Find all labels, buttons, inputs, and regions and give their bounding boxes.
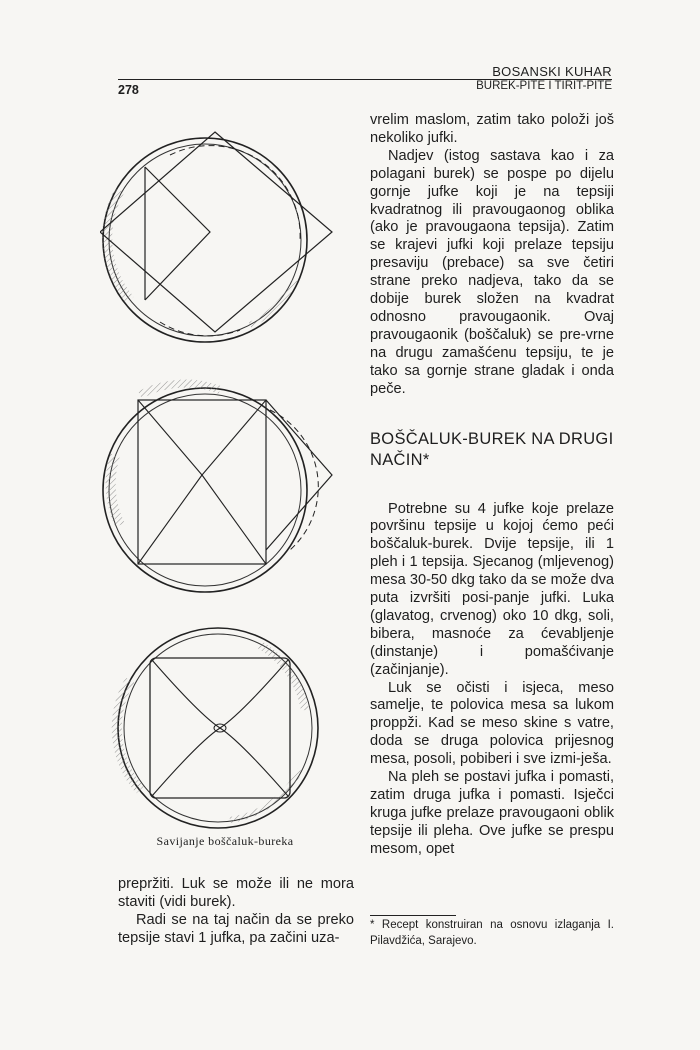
left-paragraph-2: Radi se na taj način da se preko tepsije stavi 1 jufka, pa začini uza-	[118, 911, 354, 946]
fold-step-3	[117, 628, 318, 828]
figure-caption: Savijanje boščaluk-bureka	[156, 834, 294, 848]
folding-illustrations	[100, 110, 350, 830]
page-number: 278	[118, 83, 139, 97]
header-rule	[118, 79, 612, 80]
right-paragraph-3: Potrebne su 4 jufke koje prelaze površinu tepsije u kojoj ćemo peći boščaluk-burek. Dvije tepsije, ili 1 pleh i 1 tepsija. Sjecanog (mljevenog) mesa 30-50 dkg tako da se može dva puta izvršiti posi-panje jufki. Luka (glavatog, crvenog) oko 10 dkg, soli, bibera, masnoće za ćevabljenje (dinstanje) i pomašćivanje (začinjanje).	[370, 500, 614, 678]
footnote: * Recept konstruiran na osnovu izlaganja I. Pilavdžića, Sarajevo.	[370, 919, 614, 947]
right-paragraph-1: vrelim maslom, zatim tako položi još nekoliko jufki.	[370, 112, 614, 146]
right-paragraph-5: Na pleh se postavi jufka i pomasti, zatim druga jufka i pomasti. Isječci kruga jufke prelaze pravougaoni oblik tepsije ili pleha. Ove jufke se prespu mesom, opet	[370, 769, 614, 857]
left-paragraph-1: prepržiti. Luk se može ili ne mora staviti (vidi burek).	[118, 876, 354, 910]
footnote-rule	[370, 915, 456, 916]
right-paragraph-4: Luk se očisti i isjeca, meso samelje, te polovica mesa sa lukom propрži. Kad se meso skine s vatre, doda se druga polovica prijesnog mesa, posoli, pobiberi i sve izmi-ješa.	[370, 679, 614, 768]
right-paragraph-2: Nadjev (istog sastava kao i za polagani burek) se pospe po dijelu gornje jufke koji je na tepsiji kvadratnog ili pravougaonog oblika (ako je pravougaona tepsija). Zatim se krajevi jufki koji prelaze tepsiju presaviju (prebace) sa sve četiri strane preko nadjeva, tako da se dobije burek složen na kvadrat odnosno pravougaonik. Ovaj pravougaonik (boščaluk) se pre-vrne na drugu zamašćenu tepsiju, te je tako sa gornje strane gladak i onda peče.	[370, 147, 614, 397]
fold-step-1	[100, 132, 332, 342]
book-title: BOSANSKI KUHAR	[492, 64, 612, 79]
fold-step-2	[103, 384, 332, 592]
folding-figure	[100, 110, 350, 830]
left-column-text	[118, 876, 354, 948]
recipe-heading: BOŠČALUK-BUREK NA DRUGI NAČIN*	[370, 429, 614, 469]
section-title: BUREK-PITE I TIRIT-PITE	[476, 80, 612, 92]
right-column-text	[370, 112, 614, 859]
